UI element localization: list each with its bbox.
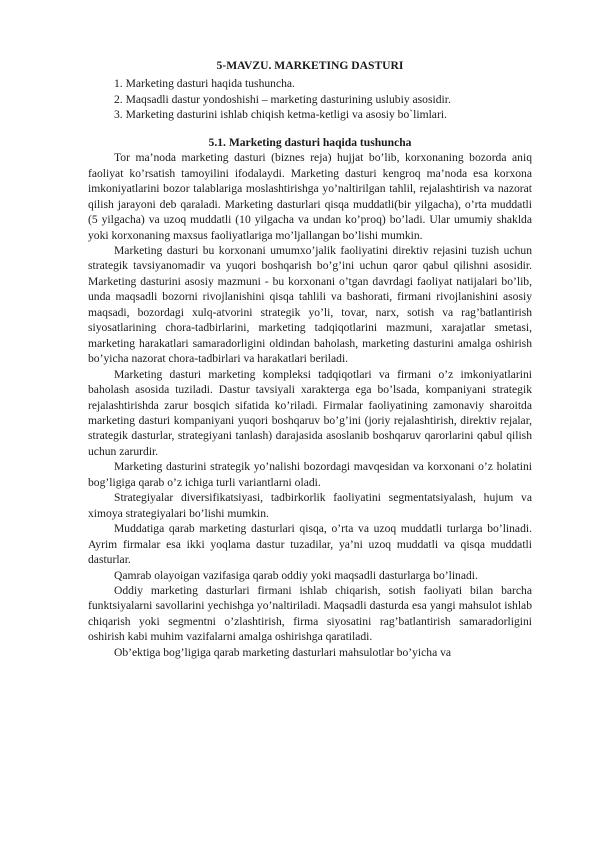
paragraph: Muddatiga qarab marketing dasturlari qisqa, o’rta va uzoq muddatli turlarga bo’linadi. Ayrim firmalar esa ikki yoqlama dastur tuzadilar, ya’ni uzoq muddatli va qisqa muddatli dasturlar. <box>88 522 532 567</box>
paragraph: Qamrab olayoigan vazifasiga qarab oddiy yoki maqsadli dasturlarga bo’linadi. <box>114 568 478 582</box>
topic-outline <box>88 76 532 122</box>
paragraph: Marketing dasturi bu korxonani umumxo’jalik faoliyatini direktiv rejasini tuzish uchun strategik tavsiyanomadir va yuqori boshqarish bo’g’ini uchun qaror qabul qilishni asosidir. Marketing dasturini asosiy mazmuni - bu korxonani o’tgan davrdagi faoliyat natijalari bo’lib, unda maqsadli bozorni rivojlanishini qisqa tahlili va bashorati, firmani rivojlanishini asosiy maqsadi, bozordagi xulq-atvorini strategik yo’li, tovar, narx, sotish va rag’batlantirish siyosatlarining chora-tadbirlarini, marketing tadqiqotlarini mazmuni, xarajatlar smetasi, marketing harakatlari samaradorligini oldindan baholash, marketing dasturini amalga oshirish bo’yicha nazorat chora-tadbirlari va harakatlari beriladi. <box>88 243 532 366</box>
paragraph: Ob’ektiga bog’ligiga qarab marketing dasturlari mahsulotlar bo’yicha va <box>114 645 452 659</box>
paragraph: Marketing dasturi marketing kompleksi tadqiqotlari va firmani o’z imkoniyatlarini baholash asosida tuziladi. Dastur tavsiyali xarakterga ega bo’lsada, kompaniyani strategik rejalashtirishda zarur bosqich sifatida ko’riladi. Firmalar faoliyatining zamonaviy sharoitda marketing dasturi kompaniyani yuqori boshqaruv bo’g’ini (joriy rejalashtirish, direktiv rejalar, strategik dasturlar, strategiyani tanlash) darajasida asoslanib boshqaruv qarorlarini qabul qilish uchun zarurdir. <box>88 367 532 458</box>
outline-item: 1. Marketing dasturi haqida tushuncha. <box>114 77 295 91</box>
paragraph: Strategiyalar diversifikatsiyasi, tadbirkorlik faoliyatini segmentatsiyalash, hujum va ximoya strategiyalari bo’lishi mumkin. <box>88 491 532 520</box>
paragraph: Tor ma’noda marketing dasturi (biznes reja) hujjat bo’lib, korxonaning bozorda aniq faoliyat ko’rsatish tamoyilini ifodalaydi. Marketing dasturi kengroq ma’noda esa korxona imkoniyatlarini bozor talablariga moslashtirishga yo’naltirilgan tahlil, rejalashtirish va nazorat qilish jarayoni deb qaraladi. Marketing dasturlari qisqa muddatli(bir yilgacha), o’rta muddatli (5 yilgacha) va uzoq muddatli (10 yilgacha va undan ko’proq) bo’ladi. Ular umumiy shaklda yoki korxonaning maxsus faoliyatlariga mo’ljallangan bo’lishi mumkin. <box>88 151 532 242</box>
paragraph: Marketing dasturini strategik yo’nalishi bozordagi mavqesidan va korxonani o’z holatini bog’ligiga qarab o’z ichiga turli variantlarni oladi. <box>88 460 532 489</box>
outline-item: 2. Maqsadli dastur yondoshishi – marketing dasturining uslubiy asosidir. <box>114 92 451 106</box>
outline-item: 3. Marketing dasturini ishlab chiqish ketma-ketligi va asosiy bo`limlari. <box>114 108 447 122</box>
section-title: 5.1. Marketing dasturi haqida tushuncha <box>208 135 412 149</box>
paragraph: Oddiy marketing dasturlari firmani ishlab chiqarish, sotish faoliyati bilan barcha funktsiyalarni savollarini yechishga yo’naltiriladi. Maqsadli dasturda esa yangi mahsulot ishlab chiqarish yoki segmentni o’zlashtirish, firma siyosatini rag’batlantirish samaradorligini oshirish kabi muhim vazifalarni amalga oshirishga qaratiladi. <box>88 583 532 644</box>
document-page <box>88 58 532 660</box>
chapter-title: 5-MAVZU. MARKETING DASTURI <box>216 59 404 72</box>
